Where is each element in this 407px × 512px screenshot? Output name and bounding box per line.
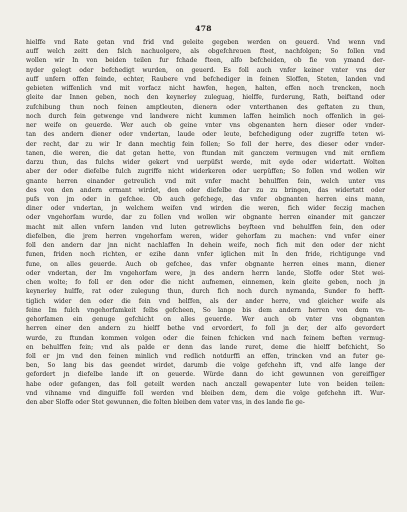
text-line: den aber Sloffe oder Stet gewunnen, die folten bleiben dem vater vns, in des lande fie ge- [26, 399, 305, 407]
text-line: zufchibung thun noch feinen amptleuten, dienern oder vnterthanen des geftaten zu thun, [26, 103, 385, 111]
text-line: aber der oder diefelbe fulch zugriffe nicht widerkeren oder uerpüffen; So follen vnd wollen wir [26, 168, 385, 176]
text-line: darzu thun, das fulchs wider gekert vnd uerpüfst werde, mit eyde oder widertatt. Wolten [26, 159, 385, 167]
text-line: herren einer den andern zu hielff bethe vnd ervordert, fo foll jn der, der alfo gevordert [26, 325, 385, 333]
text-line: tan des andern diener oder vndertan, laude oder leute, befchedigung oder zugriffe teten wi- [26, 131, 385, 139]
text-line: chen wolte; fo foll er den oder die nicht aufnemen, einnemen, kein gleite geben, noch jn [26, 279, 385, 287]
text-line: oder vndertan, der Im vngehorfam were, jn des andern herrn lande, Sloffe oder Stet wei- [26, 269, 385, 277]
text-line: vnd vihname vnd dinguiffe foll werden vnd bleiben dem, dem die volge gefchehn ift. Wur- [26, 389, 385, 397]
text-line: pufs von jm oder in gefchee. Ob auch gefchege, das vnfer obgnanten herren eins mann, [26, 195, 385, 203]
text-line: macht mit allen vnfern landen vnd luten getrewlichs beyfteen vnd behulffen fein, den oder [26, 223, 385, 231]
text-line: oder vngehorfam wurde, dar zu follen vnd wollen wir obgnante herren einander mit ganczer [26, 214, 385, 222]
text-line: ner weife on geuerde. Wer auch ob geine vnter vns obgenanten hern dieser oder vnder- [26, 122, 385, 130]
text-line: wollen wir In von beiden teilen fur fchade fteen, alfo befcheiden, ob fie von ymand der- [26, 57, 385, 65]
page-number: 478 [195, 24, 212, 33]
text-line: gnante herren einander getreulich vnd mit vnfer macht behulffen fein, welch unter vns [26, 177, 385, 185]
text-line: gebieten wiffenlich vnd mit vorfacz nicht hawfen, hegen, halten, effen noch trencken, noch [26, 85, 385, 93]
text-line: feine Im fulch vngehorfamkeit felbs gefcheen, So lange bis dem andern herren von dem vn- [26, 306, 385, 314]
text-line: des von den andern ermant wirdet, den oder diefelbe dar zu zu bringen, das widertatt oder [26, 186, 385, 194]
text-line: fune, on alles geuerde. Auch ob gefchee, das vnfer obgnante herren eines mann, diener [26, 260, 385, 268]
text-line: ben, So lang bis das geendet wirdet, darumb die volge gefchehn ift, vnd alfe lange der [26, 362, 385, 370]
text-line: gehorfamen ein genuge gefchicht on alles geuerde. Wer auch ob vnter vns obgnanten [26, 316, 385, 324]
text-line: tanen, die weren, die dat getan hette, von ftundan mit ganczem vermugen vnd mit ernfiem [26, 149, 385, 157]
text-line: der recht, dar zu wir Ir dann mechtig fein follen; So foll der herre, des dieser oder vnder- [26, 140, 385, 148]
text-line: tiglich wider den oder die fein vnd helffen, als der ander herre, vnd gleicher weife als [26, 297, 385, 305]
text-line: foll er jm vnd den feinen minlich vnd redlich notdurffi an effen, trincken vnd an futer ge- [26, 352, 385, 360]
text-line: noch durch fein getwenge vnd landwere nicht kummen laffen heimlich noch offenlich in gei- [26, 112, 385, 120]
text-line: en behulffen fein; vnd als palde er denn das lande ruret, deme die hielff befchicht, So [26, 343, 385, 351]
text-line: auff unfern offen feinde, echter, Raubere vnd befchediger in feinen Sloffen, Steten, landen vnd [26, 75, 385, 83]
text-line: gleite dar Innen geben, noch den keynerley zuleguag, hielffe, furderung, Rath, beiftand oder [26, 94, 385, 102]
text-line: hielffe vnd Rate getan vnd frid vnd geleite gegeben werden on geuerd. Vnd wenn vnd [26, 39, 385, 46]
text-line: habe oder gefangen, das foll geteilt werden nach anczall gewapenter lute von beiden teilen: [26, 380, 385, 388]
text-line: keynerley hulffe, rat oder zulegung thun, durch fich noch durch nymanda, Sunder fo hefft- [26, 288, 385, 296]
text-line: diefelben, die jrem herren vngehorfam weren, wider gehorfam zu machen: vnd vnfer einer [26, 232, 385, 240]
text-line: nyder gelegt oder befchedigt wurden, on geuerd. Es foll auch vnfer keiner vnter vns der [26, 66, 385, 74]
text-line: gefordert jn diefelbe lande ift on geuerde. Würde dann do icht gewunnen von gereiffiger [26, 371, 385, 379]
text-line: diner oder vndertan, jn welchem weifen vnd wirden die weren, fich wider feczig machen [26, 205, 385, 213]
text-line: funen, friden noch richten, er ezihe dann vnfer iglichen mit In den fride, richtigunge vnd [26, 251, 385, 259]
text-line: foll den andern dar jnn nicht nachlaffen In dehein weife, noch fich mit den oder der nicht [26, 242, 385, 250]
body-text [26, 38, 385, 407]
text-line: auff welch zeitt den fslch nachuolgere, als obgefchreuen fteet, nachfolgen; So follen vnd [26, 48, 385, 56]
text-line: wurde, zu ftundan kommen volgen oder die feinen fchicken vnd nach feinem beften vermug- [26, 334, 385, 342]
